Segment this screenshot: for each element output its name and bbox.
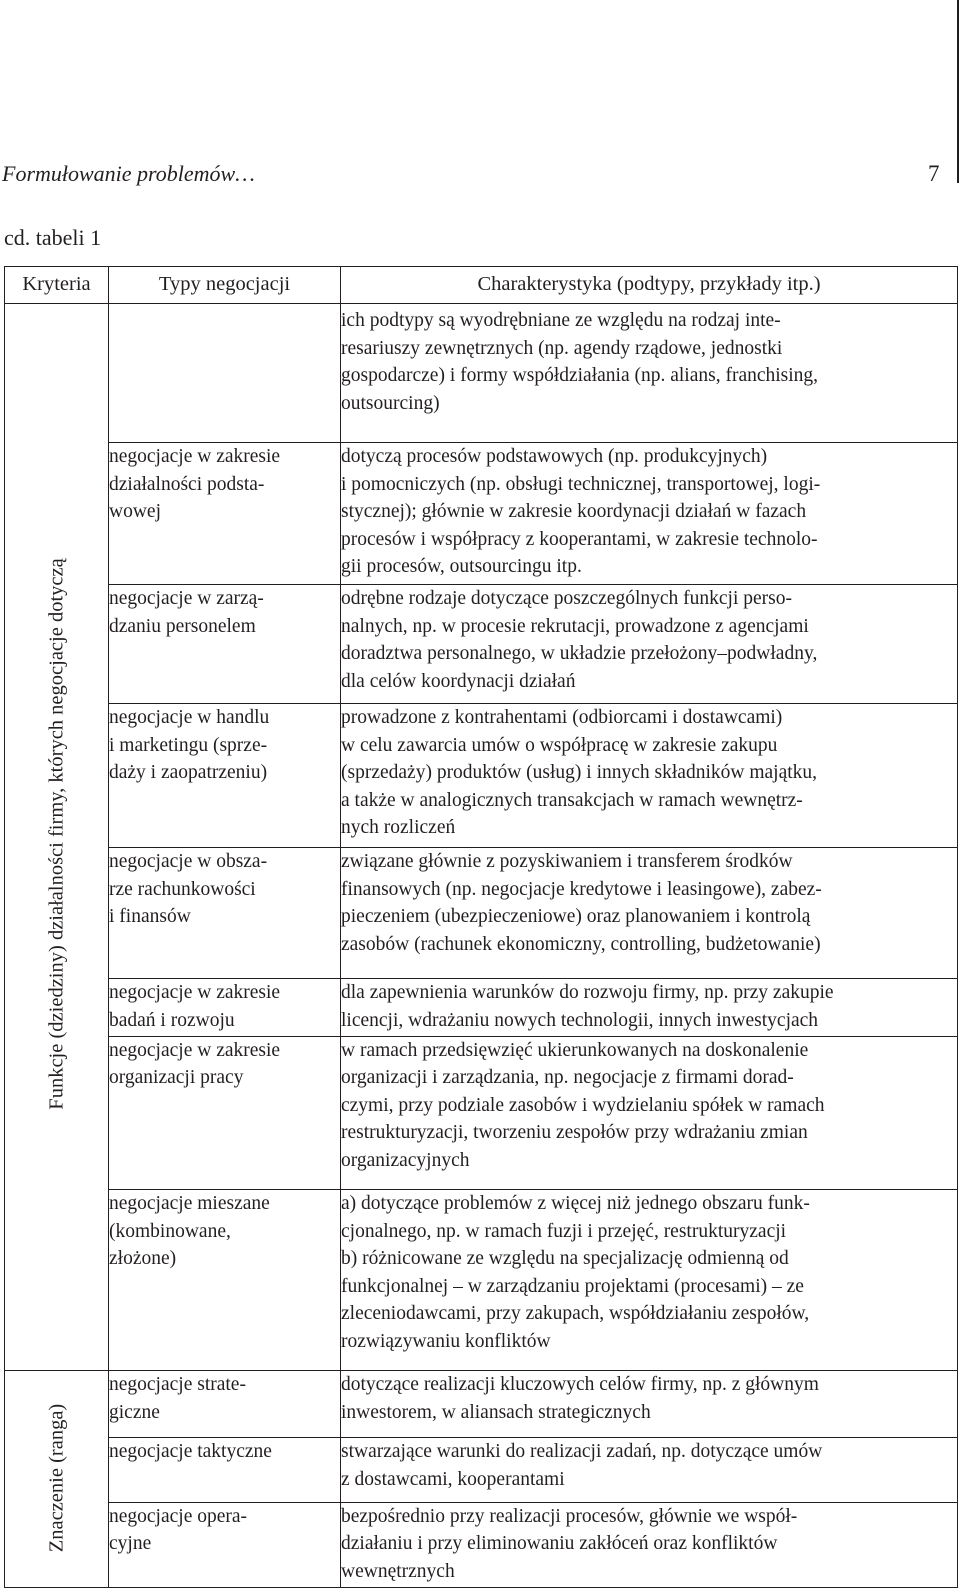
table-row: [5, 443, 958, 585]
type-line: (kombinowane,: [109, 1220, 231, 1242]
description-cell: [341, 1438, 958, 1503]
type-cell-empty: [109, 304, 341, 443]
description-line: z dostawcami, kooperantami: [341, 1468, 565, 1490]
description-line: odrębne rodzaje dotyczące poszczególnych funkcji perso-: [341, 588, 792, 610]
description-cell: [341, 1371, 958, 1438]
type-line: wowej: [109, 501, 161, 523]
description-line: bezpośrednio przy realizacji procesów, głównie we współ-: [341, 1505, 798, 1527]
description-line: organizacyjnych: [341, 1149, 470, 1171]
description-cell: [341, 1036, 958, 1189]
page-edge-rule: [957, 0, 959, 183]
description-cell: [341, 848, 958, 979]
table-row: [5, 1371, 958, 1438]
header-negotiation-types: Typy negocjacji: [109, 267, 341, 304]
description-line: dotyczą procesów podstawowych (np. produkcyjnych): [341, 446, 768, 468]
description-line: doradztwa personalnego, w układzie przełożony–podwładny,: [341, 643, 818, 665]
description-line: działaniu i przy eliminowaniu zakłóceń oraz konfliktów: [341, 1533, 778, 1555]
description-line: gii procesów, outsourcingu itp.: [341, 556, 582, 578]
description-line: finansowych (np. negocjacje kredytowe i leasingowe), zabez-: [341, 878, 822, 900]
description-line: stwarzające warunki do realizacji zadań, np. dotyczące umów: [341, 1441, 823, 1463]
description-line: restrukturyzacji, tworzeniu zespołów przy wdrażaniu zmian: [341, 1122, 808, 1144]
type-line: negocjacje taktyczne: [109, 1441, 272, 1463]
page-number: 7: [928, 161, 940, 186]
description-line: inwestorem, w aliansach strategicznych: [341, 1401, 651, 1423]
description-line: w celu zawarcia umów o współpracę w zakresie zakupu: [341, 734, 778, 756]
description-line: procesów i współpracy z kooperantami, w zakresie technolo-: [341, 528, 818, 550]
description-line: nych rozliczeń: [341, 817, 456, 839]
table-row: [5, 1036, 958, 1189]
description-line: b) różnicowane ze względu na specjalizację odmienną od: [341, 1248, 789, 1269]
negotiation-types-table: [4, 266, 958, 1588]
description-line: ich podtypy są wyodrębniane ze względu na rodzaj inte-: [341, 310, 781, 332]
type-line: negocjacje w obsza-: [109, 851, 268, 873]
negotiation-type-cell: [109, 1371, 341, 1438]
description-line: dotyczące realizacji kluczowych celów firmy, np. z głównym: [341, 1374, 819, 1396]
description-line: a także w analogicznych transakcjach w ramach wewnętrz-: [341, 789, 803, 811]
table-header-row: [5, 267, 958, 304]
type-line: dzaniu personelem: [109, 615, 256, 637]
type-line: negocjacje mieszane: [109, 1193, 270, 1214]
negotiation-type-cell: [109, 704, 341, 848]
type-line: giczne: [109, 1401, 160, 1423]
description-cell: [341, 1190, 958, 1371]
description-cell: [341, 585, 958, 704]
table-row: [5, 1190, 958, 1371]
negotiation-type-cell: [109, 585, 341, 704]
type-line: negocjacje w handlu: [109, 707, 270, 729]
table-row: [5, 979, 958, 1036]
table-row: [5, 1438, 958, 1503]
description-line: zasobów (rachunek ekonomiczny, controlling, budżetowanie): [341, 933, 821, 955]
table-caption: cd. tabeli 1: [4, 225, 102, 250]
type-line: badań i rozwoju: [109, 1009, 235, 1031]
type-line: i finansów: [109, 906, 191, 928]
running-header-title: Formułowanie problemów…: [2, 161, 255, 186]
negotiation-type-cell: [109, 1036, 341, 1189]
type-line: rze rachunkowości: [109, 878, 256, 900]
type-line: negocjacje w zakresie: [109, 982, 281, 1004]
table-row: [5, 585, 958, 704]
table-row: [5, 704, 958, 848]
description-line: cjonalnego, np. w ramach fuzji i przejęć, restrukturyzacji: [341, 1220, 787, 1242]
type-line: negocjacje w zarzą-: [109, 588, 264, 610]
type-line: daży i zaopatrzeniu): [109, 762, 268, 784]
header-criteria: Kryteria: [5, 267, 109, 304]
description-line: licencji, wdrażaniu nowych technologii, innych inwestycjach: [341, 1009, 819, 1031]
criteria-rank-label: Znaczenie (ranga): [44, 1404, 67, 1553]
description-cell: [341, 704, 958, 848]
type-line: organizacji pracy: [109, 1067, 244, 1089]
table-row: [5, 1502, 958, 1587]
header-characteristics: Charakterystyka (podtypy, przykłady itp.): [341, 267, 958, 304]
negotiation-type-cell: [109, 1190, 341, 1371]
description-cell: [341, 304, 958, 443]
type-line: negocjacje w zakresie: [109, 1039, 281, 1061]
description-line: funkcjonalnej – w zarządzaniu projektami (procesami) – ze: [341, 1275, 804, 1297]
criteria-rank-cell: [5, 1371, 109, 1588]
negotiation-type-cell: [109, 1502, 341, 1587]
description-cell: [341, 1502, 958, 1587]
description-line: (sprzedaży) produktów (usług) i innych składników majątku,: [341, 762, 818, 784]
type-line: negocjacje w zakresie: [109, 446, 281, 468]
description-line: a) dotyczące problemów z więcej niż jednego obszaru funk-: [341, 1193, 810, 1214]
description-line: nalnych, np. w procesie rekrutacji, prowadzone z agencjami: [341, 615, 809, 637]
description-line: zleceniodawcami, przy zakupach, współdziałaniu zespołów,: [341, 1303, 810, 1324]
type-line: działalności podsta-: [109, 473, 265, 495]
table-row: [5, 848, 958, 979]
negotiation-type-cell: [109, 443, 341, 585]
description-line: dla celów koordynacji działań: [341, 670, 576, 692]
description-line: prowadzone z kontrahentami (odbiorcami i dostawcami): [341, 707, 783, 729]
negotiation-type-cell: [109, 979, 341, 1036]
description-line: gospodarcze) i formy współdziałania (np. alians, franchising,: [341, 365, 819, 387]
description-line: resariuszy zewnętrznych (np. agendy rządowe, jednostki: [341, 337, 783, 359]
type-line: negocjacje opera-: [109, 1505, 248, 1527]
description-line: rozwiązywaniu konfliktów: [341, 1330, 551, 1352]
description-line: związane głównie z pozyskiwaniem i transferem środków: [341, 851, 793, 873]
type-line: cyjne: [109, 1533, 152, 1555]
type-line: i marketingu (sprze-: [109, 734, 268, 756]
description-line: stycznej); głównie w zakresie koordynacji działań w fazach: [341, 501, 807, 523]
description-line: wewnętrznych: [341, 1560, 455, 1582]
description-cell: [341, 979, 958, 1036]
description-line: organizacji i zarządzania, np. negocjacje z firmami dorad-: [341, 1067, 794, 1089]
criteria-functions-cell: [5, 304, 109, 1371]
description-cell: [341, 443, 958, 585]
description-line: dla zapewnienia warunków do rozwoju firmy, np. przy zakupie: [341, 982, 834, 1004]
description-line: i pomocniczych (np. obsługi technicznej, transportowej, logi-: [341, 473, 821, 495]
table-row-continued: [5, 304, 958, 443]
description-line: outsourcing): [341, 392, 440, 414]
negotiation-type-cell: [109, 848, 341, 979]
negotiation-type-cell: [109, 1438, 341, 1503]
description-line: pieczeniem (ubezpieczeniowe) oraz planowaniem i kontrolą: [341, 906, 811, 928]
type-line: złożone): [109, 1248, 177, 1269]
description-line: czymi, przy podziale zasobów i wydzielaniu spółek w ramach: [341, 1094, 825, 1116]
criteria-functions-label: Funkcje (dziedziny) działalności firmy, których negocjacje dotyczą: [44, 558, 67, 1110]
description-line: w ramach przedsięwzięć ukierunkowanych na doskonalenie: [341, 1039, 809, 1061]
type-line: negocjacje strate-: [109, 1374, 246, 1396]
